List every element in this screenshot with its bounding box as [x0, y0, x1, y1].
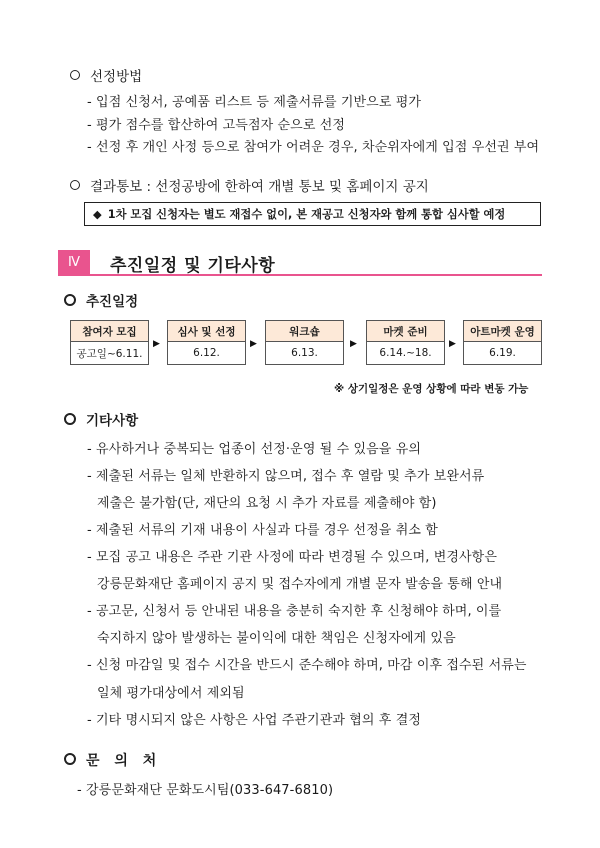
step-title: 참여자 모집: [70, 320, 149, 342]
others-line: 제출은 불가함(단, 재단의 요청 시 추가 자료를 제출해야 함): [97, 496, 437, 511]
schedule-note: ※ 상기일정은 운영 상황에 따라 변동 가능: [334, 383, 529, 395]
arrow-right-icon: ▶: [250, 339, 257, 349]
circle-bullet-icon: [70, 180, 80, 190]
step-title: 심사 및 선정: [167, 320, 246, 342]
others-line: - 신청 마감일 및 접수 시간을 반드시 준수해야 하며, 마감 이후 접수된 서류는: [87, 658, 527, 673]
step-title: 마켓 준비: [366, 320, 445, 342]
selection-item: - 선정 후 개인 사정 등으로 참여가 어려운 경우, 차순위자에게 입점 우선권 부여: [87, 140, 540, 155]
circle-bullet-icon: [70, 70, 80, 80]
contact-line: - 강릉문화재단 문화도시팀(033-647-6810): [77, 783, 334, 798]
schedule-step: [167, 320, 246, 365]
diamond-bullet-icon: ◆: [93, 207, 102, 221]
arrow-right-icon: ▶: [350, 339, 357, 349]
notice-box: [84, 202, 541, 226]
notice-text: 1차 모집 신청자는 별도 재접수 없이, 본 재공고 신청자와 함께 통합 심사할 예정: [107, 208, 506, 221]
circle-bullet-icon: [64, 753, 76, 765]
step-title: 아트마켓 운영: [463, 320, 542, 342]
contact-heading: 문 의 처: [64, 750, 161, 770]
step-date: 6.12.: [167, 342, 246, 365]
section-header: [58, 250, 542, 276]
selection-heading: 선정방법: [70, 65, 142, 85]
step-date: 공고일~6.11.: [70, 342, 149, 365]
circle-bullet-icon: [64, 413, 76, 425]
schedule-step: [265, 320, 344, 365]
section-title: 추진일정 및 기타사항: [110, 256, 276, 276]
step-date: 6.13.: [265, 342, 344, 365]
section-number: Ⅳ: [58, 250, 90, 274]
others-line: - 유사하거나 중복되는 업종이 선정·운영 될 수 있음을 유의: [87, 442, 422, 457]
others-line: 숙지하지 않아 발생하는 불이익에 대한 책임은 신청자에게 있음: [97, 631, 456, 646]
schedule-heading: 추진일정: [64, 290, 138, 310]
others-heading: 기타사항: [64, 409, 138, 429]
schedule-step: [70, 320, 149, 365]
result-heading: 결과통보 : 선정공방에 한하여 개별 통보 및 홈페이지 공지: [70, 175, 429, 195]
selection-item: - 입점 신청서, 공예품 리스트 등 제출서류를 기반으로 평가: [87, 95, 422, 110]
step-date: 6.14.~18.: [366, 342, 445, 365]
others-line: - 모집 공고 내용은 주관 기관 사정에 따라 변경될 수 있으며, 변경사항은: [87, 550, 498, 565]
others-line: 일체 평가대상에서 제외됨: [97, 686, 245, 701]
schedule-step: [366, 320, 445, 365]
step-date: 6.19.: [463, 342, 542, 365]
others-line: - 기타 명시되지 않은 사항은 사업 주관기관과 협의 후 결정: [87, 713, 422, 728]
others-line: - 공고문, 신청서 등 안내된 내용을 충분히 숙지한 후 신청해야 하며, 이를: [87, 604, 502, 619]
arrow-right-icon: ▶: [449, 339, 456, 349]
others-line: - 제출된 서류는 일체 반환하지 않으며, 접수 후 열람 및 추가 보완서류: [87, 469, 485, 484]
circle-bullet-icon: [64, 294, 76, 306]
arrow-right-icon: ▶: [153, 339, 160, 349]
step-title: 워크숍: [265, 320, 344, 342]
schedule-step: [463, 320, 542, 365]
selection-item: - 평가 점수를 합산하여 고득점자 순으로 선정: [87, 118, 346, 133]
others-line: 강릉문화재단 홈페이지 공지 및 접수자에게 개별 문자 발송을 통해 안내: [97, 577, 503, 592]
others-line: - 제출된 서류의 기재 내용이 사실과 다를 경우 선정을 취소 함: [87, 523, 438, 538]
